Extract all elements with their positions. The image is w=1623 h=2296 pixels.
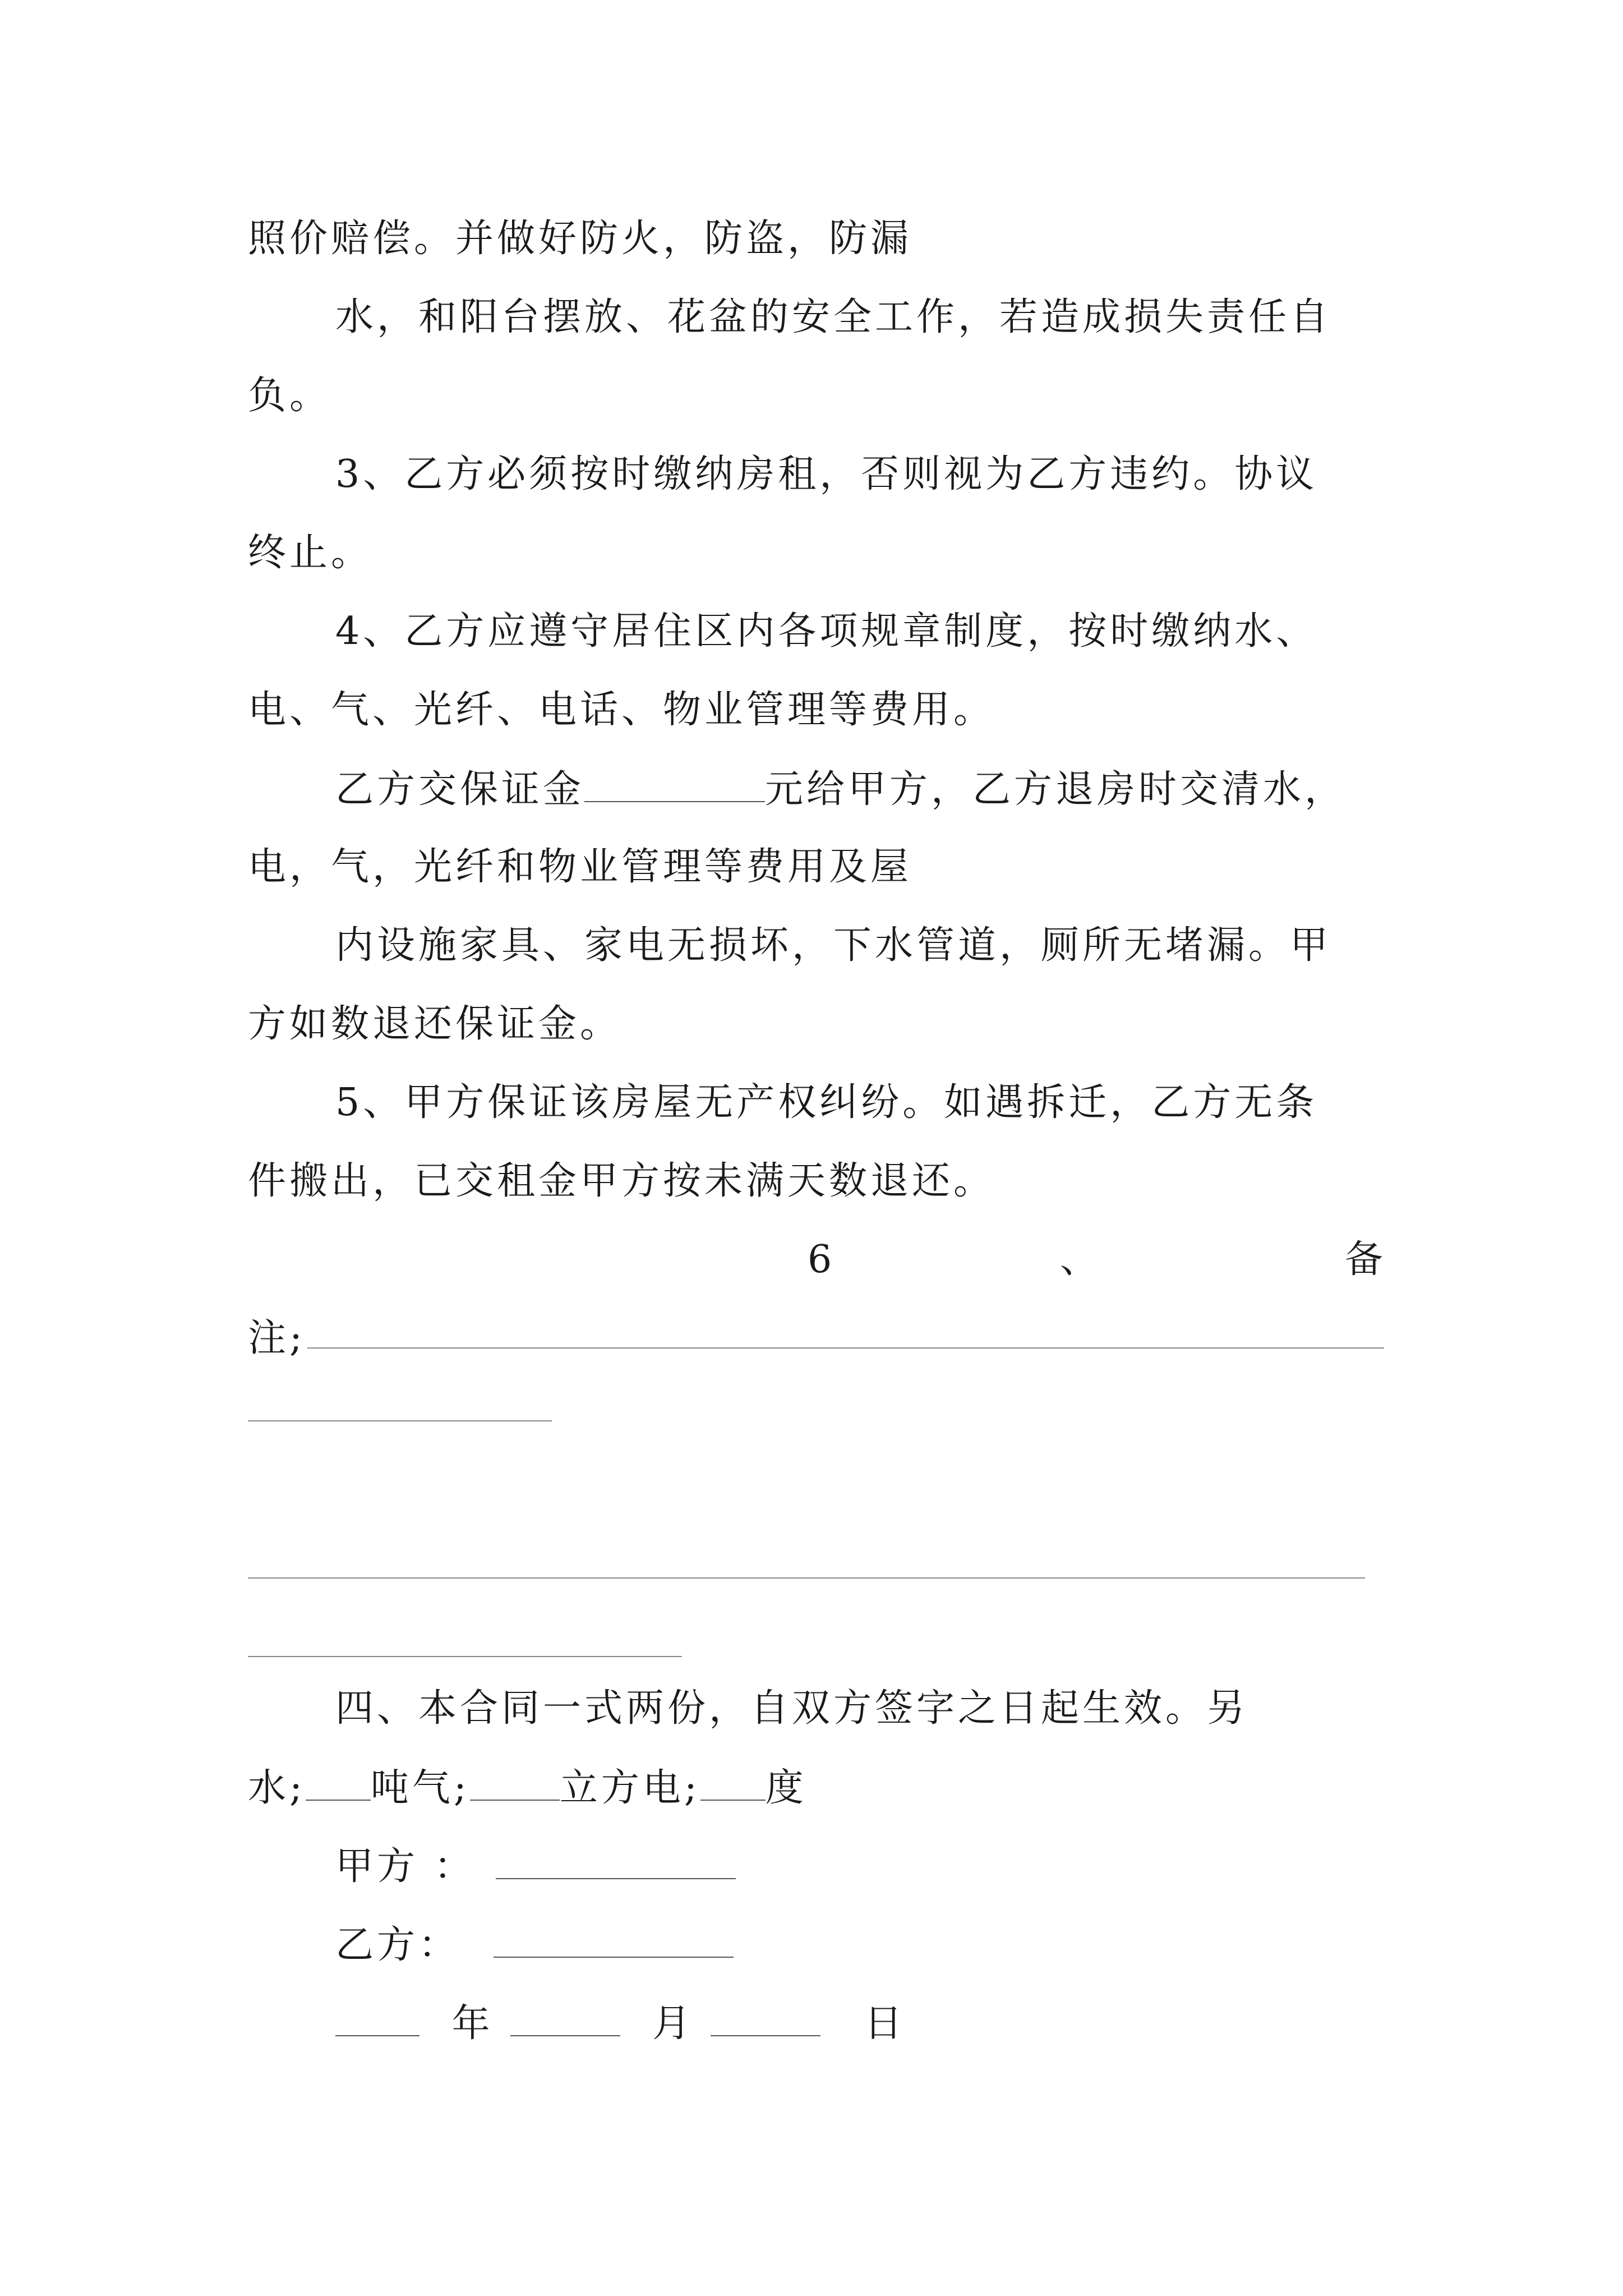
meter-unit-water: 吨气; <box>370 1766 470 1810</box>
year-blank[interactable] <box>335 2004 419 2036</box>
party-b-signature-blank[interactable] <box>494 1925 734 1958</box>
date-line <box>335 2001 906 2046</box>
text-line: 照价赔偿。并做好防火，防盗，防漏 <box>248 217 912 261</box>
meter-prefix: 水; <box>248 1766 306 1810</box>
remark-blank-line[interactable] <box>248 1656 682 1657</box>
clause-3: 3、乙方必须按时缴纳房租，否则视为乙方违约。协议 <box>335 452 1318 496</box>
remark-blank-line[interactable] <box>248 1577 1365 1579</box>
remark-label: 备 <box>1345 1237 1384 1282</box>
text-line: 电、气、光纤、电话、物业管理等费用。 <box>248 688 995 732</box>
gas-blank[interactable] <box>470 1768 560 1801</box>
party-b-label: 乙方： <box>335 1923 460 1967</box>
remark-number: 6 <box>808 1237 832 1282</box>
month-blank[interactable] <box>510 2004 620 2036</box>
party-a-label: 甲方 ： <box>335 1844 476 1889</box>
text-line: 内设施家具、家电无损坏，下水管道，厕所无堵漏。甲 <box>335 923 1332 968</box>
meter-unit-electric: 度 <box>765 1766 807 1810</box>
deposit-after: 元给甲方，乙方退房时交清水， <box>765 767 1347 812</box>
remark-blank-line[interactable] <box>248 1420 552 1421</box>
party-a-signature-blank[interactable] <box>496 1847 736 1879</box>
clause-5: 5、甲方保证该房屋无产权纠纷。如遇拆迁，乙方无条 <box>335 1080 1318 1125</box>
remark-label-2: 注; <box>248 1316 306 1360</box>
water-blank[interactable] <box>306 1768 371 1801</box>
text-line: 电，气，光纤和物业管理等费用及屋 <box>248 845 912 889</box>
party-a-line <box>335 1844 736 1889</box>
text-line: 负。 <box>248 374 331 418</box>
month-label: 月 <box>652 2001 694 2046</box>
text-line: 方如数退还保证金。 <box>248 1002 622 1046</box>
party-b-line <box>335 1923 734 1967</box>
deposit-amount-blank[interactable] <box>584 770 765 802</box>
day-blank[interactable] <box>711 2004 820 2036</box>
deposit-before: 乙方交保证金 <box>335 767 585 812</box>
year-label: 年 <box>451 2001 494 2046</box>
deposit-line <box>335 767 1347 812</box>
remark-blank-line[interactable] <box>307 1347 1384 1349</box>
text-line: 件搬出，已交租金甲方按未满天数退还。 <box>248 1159 995 1203</box>
text-line: 终止。 <box>248 531 373 575</box>
meter-line <box>248 1766 807 1810</box>
clause-4: 4、乙方应遵守居住区内各项规章制度，按时缴纳水、 <box>335 609 1318 654</box>
clause-four-cn: 四、本合同一式两份，自双方签字之日起生效。另 <box>335 1686 1249 1731</box>
meter-unit-gas: 立方电; <box>559 1766 700 1810</box>
remark-separator: 、 <box>1060 1237 1099 1282</box>
text-line: 水，和阳台摆放、花盆的安全工作，若造成损失责任自 <box>335 295 1332 339</box>
day-label: 日 <box>864 2001 906 2046</box>
electric-blank[interactable] <box>700 1768 766 1801</box>
